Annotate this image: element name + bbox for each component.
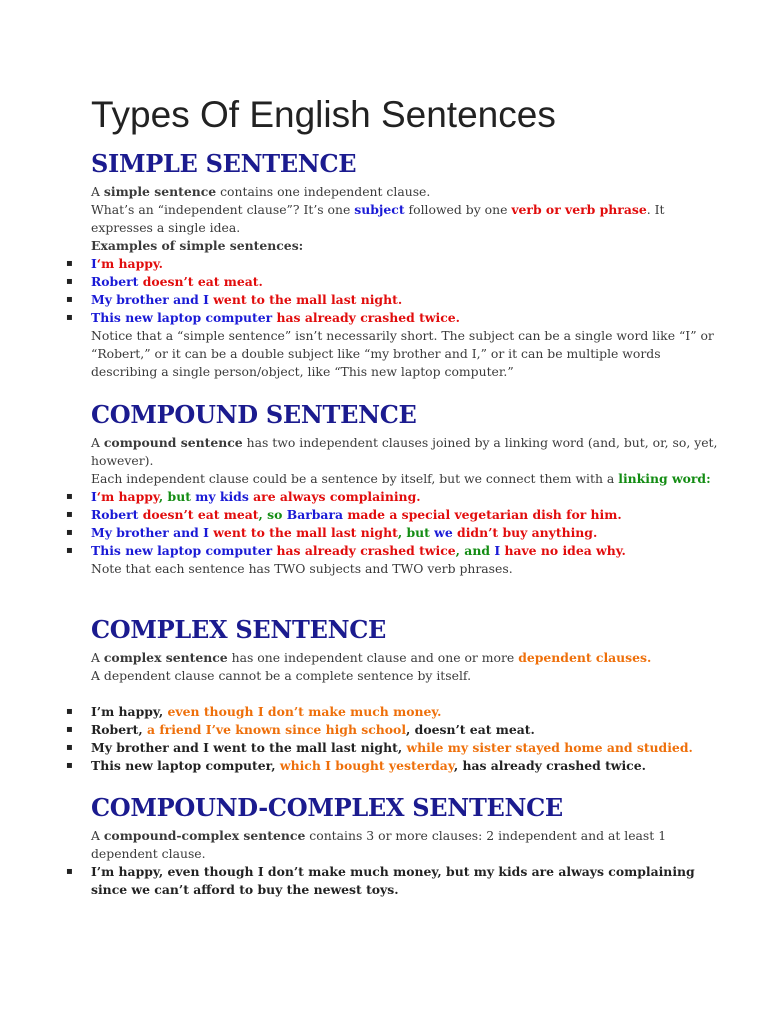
list-item: ▪ This new laptop computer has already crashed twice. <box>66 310 460 325</box>
bullet-icon: ▪ <box>66 866 73 877</box>
page-title: Types Of English Sentences <box>91 94 556 135</box>
simple-explanation: What’s an “independent clause”? It’s one subject followed by one verb or verb phrase. It expresses a single idea. <box>91 202 665 235</box>
compound-explanation: Each independent clause could be a sentence by itself, but we connect them with a linking word: <box>91 471 711 486</box>
simple-sentence-heading: SIMPLE SENTENCE <box>91 149 357 178</box>
bullet-icon: ▪ <box>66 742 73 753</box>
list-item: ▪ Robert, a friend I’ve known since high school, doesn’t eat meat. <box>66 722 535 737</box>
list-item: ▪ My brother and I went to the mall last night, while my sister stayed home and studied. <box>66 740 693 755</box>
bullet-icon: ▪ <box>66 760 73 771</box>
list-item: ▪ Robert doesn’t eat meat. <box>66 274 263 289</box>
compound-complex-sentence-heading: COMPOUND-COMPLEX SENTENCE <box>91 793 563 822</box>
list-item: ▪ I’m happy, even though I don’t make much money, but my kids are always complaining since we can’t afford to buy the newest toys. <box>66 864 695 897</box>
simple-examples-list <box>0 255 768 327</box>
simple-sentence-section <box>0 149 768 381</box>
list-item: ▪ I‘m happy. <box>66 256 163 271</box>
complex-sentence-heading: COMPLEX SENTENCE <box>91 615 387 644</box>
simple-examples-label: Examples of simple sentences: <box>91 238 304 253</box>
simple-note: Notice that a “simple sentence” isn’t necessarily short. The subject can be a single word like “I” or “Robert,” or it can be a double subject like “my brother and I,” or it can be multiple words describing a single person/object, like “This new laptop computer.” <box>91 328 714 379</box>
bullet-icon: ▪ <box>66 276 73 287</box>
bullet-icon: ▪ <box>66 724 73 735</box>
list-item: ▪ I‘m happy, but my kids are always complaining. <box>66 489 421 504</box>
list-item: ▪ My brother and I went to the mall last night, but we didn’t buy anything. <box>66 525 598 540</box>
list-item: ▪ My brother and I went to the mall last night. <box>66 292 403 307</box>
compound-sentence-heading: COMPOUND SENTENCE <box>91 400 417 429</box>
compound-definition: A compound sentence has two independent clauses joined by a linking word (and, but, or, so, yet, however). <box>91 435 718 468</box>
compound-complex-definition: A compound-complex sentence contains 3 or more clauses: 2 independent and at least 1 dependent clause. <box>91 828 667 861</box>
bullet-icon: ▪ <box>66 312 73 323</box>
compound-complex-examples-list <box>0 863 768 899</box>
compound-complex-sentence-section <box>0 793 768 899</box>
bullet-icon: ▪ <box>66 545 73 556</box>
compound-examples-list <box>0 488 768 560</box>
compound-note: Note that each sentence has TWO subjects and TWO verb phrases. <box>91 561 513 576</box>
complex-explanation: A dependent clause cannot be a complete sentence by itself. <box>91 668 472 683</box>
bullet-icon: ▪ <box>66 294 73 305</box>
bullet-icon: ▪ <box>66 509 73 520</box>
compound-sentence-section <box>0 400 768 578</box>
complex-examples-list <box>0 703 768 775</box>
bullet-icon: ▪ <box>66 491 73 502</box>
complex-sentence-section <box>0 615 768 775</box>
list-item: ▪ Robert doesn’t eat meat, so Barbara made a special vegetarian dish for him. <box>66 507 622 522</box>
list-item: ▪ This new laptop computer, which I bought yesterday, has already crashed twice. <box>66 758 646 773</box>
bullet-icon: ▪ <box>66 527 73 538</box>
list-item: ▪ This new laptop computer has already crashed twice, and I have no idea why. <box>66 543 626 558</box>
bullet-icon: ▪ <box>66 706 73 717</box>
bullet-icon: ▪ <box>66 258 73 269</box>
complex-definition: A complex sentence has one independent clause and one or more dependent clauses. <box>91 650 652 665</box>
simple-definition: A simple sentence contains one independent clause. <box>91 184 431 199</box>
list-item: ▪ I’m happy, even though I don’t make much money. <box>66 704 442 719</box>
